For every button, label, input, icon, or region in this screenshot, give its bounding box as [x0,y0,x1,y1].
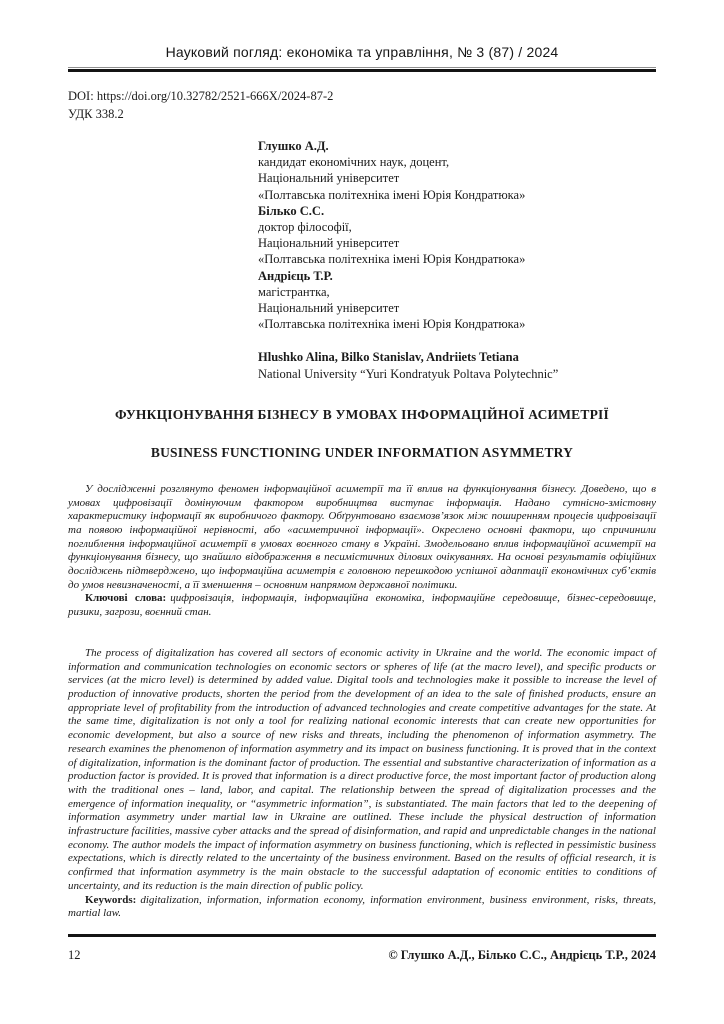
authors-en-block [258,349,656,381]
author-name: Андрієць Т.Р. [258,268,333,283]
author-affiliation-line: магістрантка, [258,284,330,299]
author-affiliation-line: кандидат економічних наук, доцент, [258,155,450,170]
copyright-line: © Глушко А.Д., Білько С.С., Андрієць Т.Р., 2024 [388,948,656,962]
udc-line: УДК 338.2 [68,107,124,121]
abstract-en-section [68,647,656,921]
affiliation-en: National University “Yuri Kondratyuk Poltava Polytechnic” [258,366,559,381]
header-rule [68,67,656,72]
authors-en-names: Hlushko Alina, Bilko Stanislav, Andriiets Tetiana [258,350,519,365]
journal-header: Науковий погляд: економіка та управління, № 3 (87) / 2024 [165,44,559,60]
article-meta [68,87,656,123]
keywords-en-label: Keywords: [85,893,137,906]
keywords-en [68,894,656,921]
keywords-en-text: digitalization, information, information economy, information environment, business environment, risks, threats, martial law. [68,893,656,920]
author-affiliation-line: «Полтавська політехніка імені Юрія Кондратюка» [258,252,526,267]
author-affiliation-line: «Полтавська політехніка імені Юрія Кондратюка» [258,317,526,332]
keywords-ua [68,592,656,619]
article-title-en: BUSINESS FUNCTIONING UNDER INFORMATION ASYMMETRY [150,444,574,460]
author-affiliation-line: Національний університет [258,301,400,316]
author-name: Глушко А.Д. [258,139,329,153]
keywords-ua-label: Ключові слова: [85,592,167,605]
abstract-ua: У дослідженні розглянуто феномен інформаційної асиметрії та її вплив на функціонування бізнесу. Доведено, що в умовах цифровізації домінуючим фактором виробництва виступає інформація. Надано сутнісно-змістовну характеристику інформації як виробничого фактору. Обґрунтовано взаємозв’язок між поширенням процесів цифровізації та появою інформаційної нерівності, або «асиметричної інформації». Окреслено основні фактори, що спричинили поглиблення інформаційної асиметрії в умовах воєнного стану в Україні. Змодельовано вплив інформаційної асиметрії на функціонування бізнесу, що знайшло відображення в песимістичних ділових очікуваннях. На основі результатів офіційних досліджень підтверджено, що інформаційна асиметрія є головною перешкодою успішної адаптації економічних суб’єктів до умов невизначеності, а її зменшення – основним напрямом державної політики. [68,482,656,591]
abstract-ua-section [68,483,656,620]
author-affiliation-line: доктор філософії, [258,220,352,235]
page-footer [68,948,656,963]
keywords-ua-text: цифровізація, інформація, інформаційна економіка, інформаційне середовище, бізнес-середовище, ризики, загрози, воєнний стан. [68,592,656,619]
author-name: Білько С.С. [258,203,325,218]
author-affiliation-line: Національний університет [258,171,400,186]
abstract-en: The process of digitalization has covered all sectors of economic activity in Ukraine and the world. The economic impact of information and communication technologies on economic sectors or spheres of life (at the macro level), and specific products or services (at the micro level) is determined by added value. Digital tools and technologies make it possible to increase the level of production of innovative products, shorten the period from the development of an idea to the sale of finished products, ensure an appropriate level of profitability from the introduction of advanced technologies and create competitive advantages for the state. At the same time, digitalization is not only a tool for realizing national economic interests that can create new opportunities for economic development, but also a source of new risks and threats, including the phenomenon of information asymmetry. The research examines the phenomenon of information asymmetry and its impact on business functioning. It is proved that in the context of digitalization, information is the dominant factor of production. The essential and substantive characterization of information as a production factor is provided. It is proved that information is a direct productive force, the most important factor of production along with the traditional ones – land, labor, and capital. The relationship between the spread of digitalization processes and the emergence of information inequality, or “asymmetric information”, is substantiated. The main factors that led to the deepening of information asymmetry under martial law in Ukraine are outlined. These include the physical destruction of information infrastructure facilities, massive cyber attacks and the spread of disinformation, and rapid and unpredictable changes in the national economy. The author models the impact of information asymmetry on business functioning, which is reflected in pessimistic business expectations, which is directly related to the uncertainty of the business environment. Based on the results of official research, it is confirmed that information asymmetry is the main obstacle to the successful adaptation of economic entities to conditions of uncertainty, and its reduction is the main direction of public policy. [68,646,656,892]
page-number: 12 [68,948,81,962]
doi-line: DOI: https://doi.org/10.32782/2521-666X/2024-87-2 [68,89,334,103]
footer-rule [68,934,656,937]
authors-ua-block [258,138,656,332]
article-title-ua: ФУНКЦІОНУВАННЯ БІЗНЕСУ В УМОВАХ ІНФОРМАЦІЙНОЇ АСИМЕТРІЇ [115,406,609,422]
author-affiliation-line: Національний університет [258,236,400,251]
author-affiliation-line: «Полтавська політехніка імені Юрія Кондратюка» [258,187,526,202]
